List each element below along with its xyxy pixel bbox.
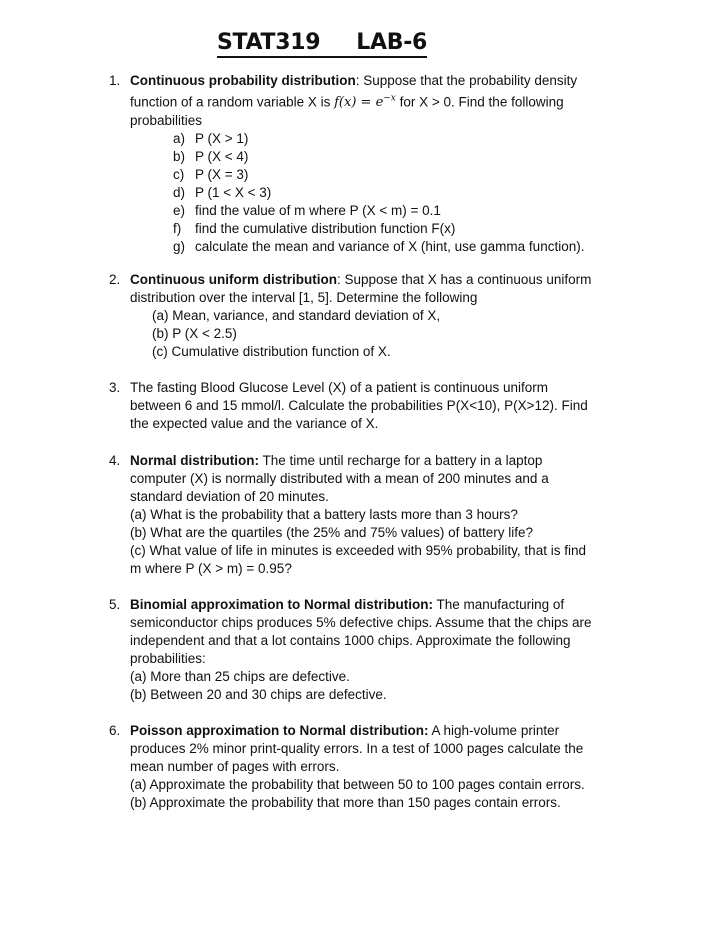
question-text: The fasting Blood Glucose Level (X) of a patient is continuous uniform — [130, 380, 548, 395]
question-heading: Continuous uniform distribution — [130, 272, 337, 287]
question-text: : Suppose that the probability density — [355, 73, 578, 88]
sub-question-item: (c) Cumulative distribution function of X. — [152, 344, 391, 359]
question-text: (c) What value of life in minutes is exceeded with 95% probability, that is find — [130, 543, 586, 558]
sub-question-item — [173, 238, 649, 256]
lab-label: LAB-6 — [356, 30, 428, 55]
question-text: (a) More than 25 chips are defective. — [130, 669, 350, 684]
question-6 — [109, 722, 649, 812]
question-heading: Poisson approximation to Normal distribution: — [130, 723, 429, 738]
question-5 — [109, 596, 649, 704]
pdf-formula: $f(x) = e^{-x}$ — [334, 94, 396, 111]
sub-question-item: (b) P (X < 2.5) — [152, 326, 237, 341]
sub-question-label: a) — [173, 131, 186, 147]
question-number: 1. — [109, 73, 121, 88]
question-text: between 6 and 15 mmol/l. Calculate the probabilities P(X<10), P(X>12). Find — [130, 398, 588, 413]
question-text: (b) Between 20 and 30 chips are defective. — [130, 687, 387, 702]
question-text: (a) What is the probability that a battery lasts more than 3 hours? — [130, 507, 518, 522]
page-title — [217, 30, 427, 58]
sub-question-text: P (X < 4) — [195, 149, 249, 165]
question-text: The time until recharge for a battery in a laptop — [259, 453, 543, 468]
sub-question-text: calculate the mean and variance of X (hint, use gamma function). — [195, 239, 585, 255]
question-3 — [109, 379, 649, 433]
sub-question-item — [173, 130, 649, 148]
sub-question-label: c) — [173, 167, 185, 183]
sub-question-label: e) — [173, 203, 186, 219]
sub-question-list — [173, 130, 649, 256]
question-heading: Normal distribution: — [130, 453, 259, 468]
question-number: 2. — [109, 272, 121, 287]
question-text: probabilities: — [130, 651, 206, 666]
question-text: mean number of pages with errors. — [130, 759, 340, 774]
question-1 — [109, 72, 649, 256]
sub-question-text: P (X = 3) — [195, 167, 249, 183]
sub-question-label: d) — [173, 185, 186, 201]
question-text: (b) Approximate the probability that more than 150 pages contain errors. — [130, 795, 561, 810]
question-2 — [109, 271, 649, 361]
sub-question-item — [173, 202, 649, 220]
question-text: A high-volume printer — [428, 723, 560, 738]
question-text: for X > 0. Find the following — [395, 94, 564, 110]
question-number: 5. — [109, 597, 121, 612]
question-text: semiconductor chips produces 5% defective chips. Assume that the chips are — [130, 615, 592, 630]
question-text: probabilities — [130, 113, 203, 129]
question-heading: Continuous probability distribution — [130, 73, 356, 88]
question-heading: Binomial approximation to Normal distribution: — [130, 597, 434, 612]
question-number: 6. — [109, 723, 121, 738]
sub-question-text: P (1 < X < 3) — [195, 185, 272, 201]
question-text: (a) Approximate the probability that between 50 to 100 pages contain errors. — [130, 777, 585, 792]
question-text: (b) What are the quartiles (the 25% and 75% values) of battery life? — [130, 525, 533, 540]
sub-question-item — [173, 220, 649, 238]
sub-question-item — [173, 148, 649, 166]
question-text: function of a random variable X is — [130, 94, 335, 110]
sub-question-text: find the value of m where P (X < m) = 0.1 — [195, 203, 441, 219]
question-text: standard deviation of 20 minutes. — [130, 489, 329, 504]
course-code: STAT319 — [217, 30, 321, 55]
sub-question-list — [152, 307, 649, 361]
question-number: 3. — [109, 380, 121, 395]
sub-question-text: P (X > 1) — [195, 131, 249, 147]
question-text: distribution over the interval [1, 5]. Determine the following — [130, 290, 478, 305]
question-text: The manufacturing of — [433, 597, 565, 612]
question-number: 4. — [109, 453, 121, 468]
question-text: produces 2% minor print-quality errors. In a test of 1000 pages calculate the — [130, 741, 584, 756]
sub-question-item: (a) Mean, variance, and standard deviation of X, — [152, 308, 441, 323]
question-text: computer (X) is normally distributed with a mean of 200 minutes and a — [130, 471, 549, 486]
question-text: independent and that a lot contains 1000 chips. Approximate the following — [130, 633, 571, 648]
sub-question-item — [173, 166, 649, 184]
sub-question-label: f) — [173, 221, 182, 237]
sub-question-text: find the cumulative distribution function F(x) — [195, 221, 456, 237]
question-4 — [109, 452, 649, 578]
sub-question-label: b) — [173, 149, 186, 165]
question-text: : Suppose that X has a continuous uniform — [336, 272, 592, 287]
question-text: m where P (X > m) = 0.95? — [130, 561, 292, 576]
sub-question-item — [173, 184, 649, 202]
sub-question-label: g) — [173, 239, 186, 255]
question-text: the expected value and the variance of X. — [130, 416, 379, 431]
